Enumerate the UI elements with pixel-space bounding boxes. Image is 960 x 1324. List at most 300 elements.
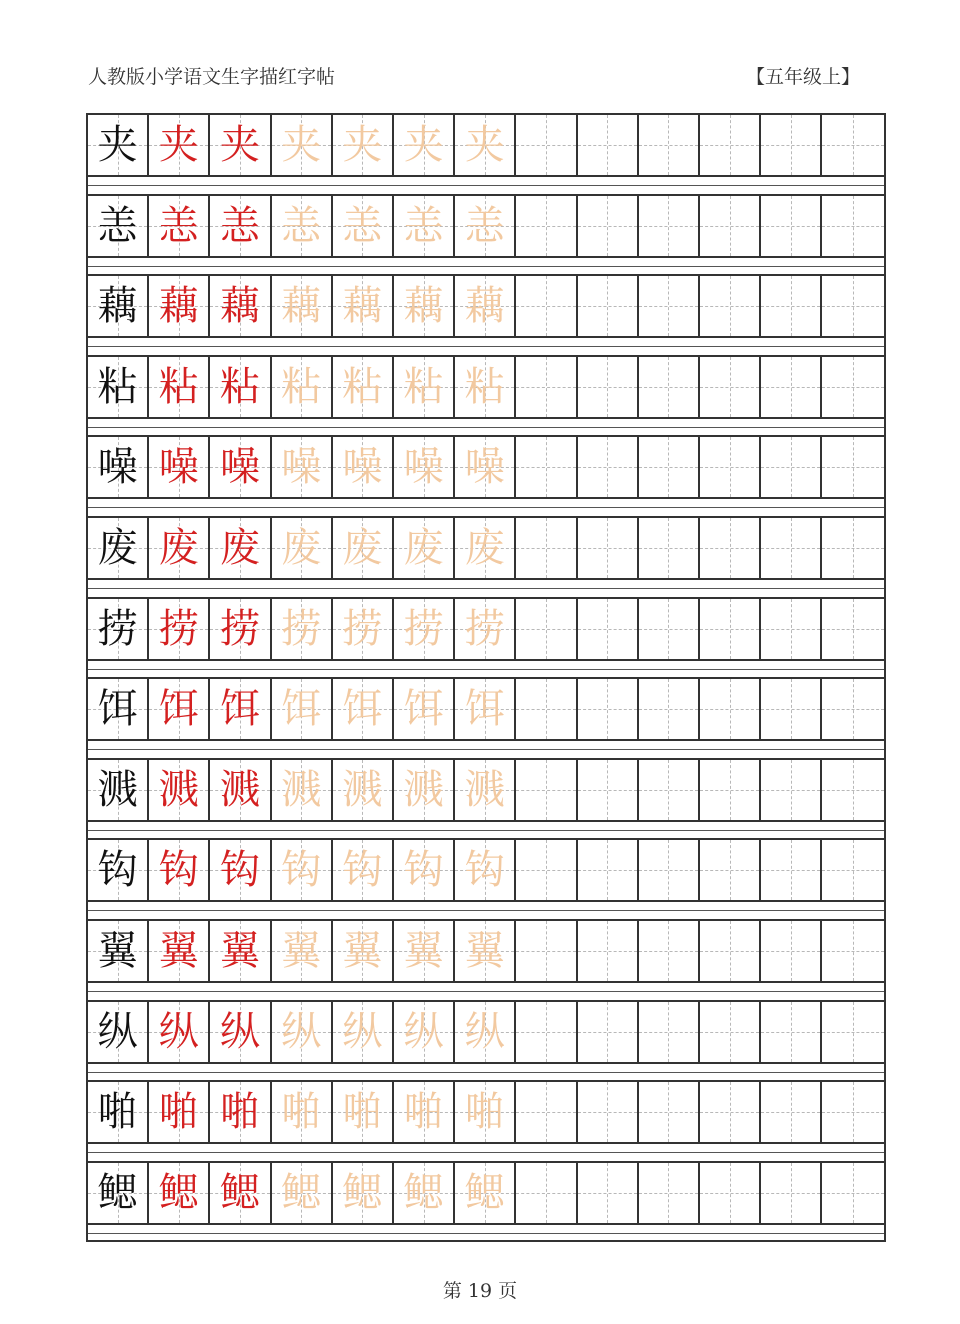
- trace-character: 鳃: [281, 1169, 322, 1216]
- empty-writing-cell[interactable]: [639, 1082, 700, 1142]
- trace-character: 饵: [403, 686, 444, 733]
- trace-cell: [333, 518, 394, 578]
- red-sample-cell: [149, 760, 210, 820]
- red-sample-character: 鳃: [219, 1169, 260, 1216]
- empty-writing-cell[interactable]: [822, 518, 883, 578]
- empty-writing-cell[interactable]: [516, 196, 577, 256]
- practice-row: [88, 437, 884, 497]
- grade-label: 【五年级上】: [745, 66, 860, 88]
- trace-character: 纵: [281, 1008, 322, 1055]
- model-character-cell: [88, 276, 149, 336]
- trace-character: 鳃: [403, 1169, 444, 1216]
- red-sample-character: 啪: [158, 1089, 199, 1136]
- empty-writing-cell[interactable]: [761, 679, 822, 739]
- trace-cell: [455, 1163, 516, 1223]
- row-separator: [88, 417, 884, 419]
- row-gap-line: [88, 346, 884, 347]
- trace-cell: [455, 357, 516, 417]
- trace-character: 藕: [464, 283, 505, 330]
- empty-writing-cell[interactable]: [822, 599, 883, 659]
- model-character-cell: [88, 196, 149, 256]
- row-separator: [88, 1062, 884, 1064]
- practice-row: [88, 599, 884, 659]
- trace-cell: [394, 599, 455, 659]
- empty-writing-cell[interactable]: [639, 1002, 700, 1062]
- empty-writing-cell[interactable]: [516, 276, 577, 336]
- row-gap-line: [88, 1233, 884, 1234]
- empty-writing-cell[interactable]: [700, 357, 761, 417]
- empty-writing-cell[interactable]: [516, 679, 577, 739]
- red-sample-cell: [149, 357, 210, 417]
- trace-cell: [455, 196, 516, 256]
- model-character: 废: [97, 525, 138, 571]
- empty-writing-cell[interactable]: [516, 1082, 577, 1142]
- red-sample-cell: [149, 1002, 210, 1062]
- empty-writing-cell[interactable]: [578, 599, 639, 659]
- trace-cell: [272, 518, 333, 578]
- trace-character: 纵: [342, 1008, 383, 1055]
- row-gap-line: [88, 669, 884, 670]
- red-sample-character: 鳃: [158, 1169, 199, 1216]
- empty-writing-cell[interactable]: [700, 1002, 761, 1062]
- empty-writing-cell[interactable]: [639, 760, 700, 820]
- empty-writing-cell[interactable]: [578, 437, 639, 497]
- empty-writing-cell[interactable]: [639, 921, 700, 981]
- model-character: 夹: [97, 122, 138, 168]
- model-character-cell: [88, 679, 149, 739]
- practice-row: [88, 840, 884, 900]
- empty-writing-cell[interactable]: [761, 1163, 822, 1223]
- red-sample-cell: [149, 1082, 210, 1142]
- trace-character: 鳃: [342, 1169, 383, 1216]
- trace-cell: [455, 760, 516, 820]
- practice-grid: [86, 113, 886, 1242]
- trace-cell: [272, 1163, 333, 1223]
- row-separator: [88, 739, 884, 741]
- page-number: 第 19 页: [442, 1280, 518, 1302]
- empty-writing-cell[interactable]: [639, 599, 700, 659]
- empty-writing-cell[interactable]: [761, 437, 822, 497]
- trace-character: 啪: [281, 1089, 322, 1136]
- trace-cell: [394, 115, 455, 175]
- empty-writing-cell[interactable]: [822, 921, 883, 981]
- red-sample-character: 捞: [219, 605, 260, 652]
- trace-character: 鳃: [464, 1169, 505, 1216]
- row-gap-line: [88, 185, 884, 186]
- red-sample-cell: [149, 840, 210, 900]
- trace-cell: [333, 276, 394, 336]
- trace-character: 噪: [403, 444, 444, 491]
- trace-cell: [333, 115, 394, 175]
- trace-cell: [333, 679, 394, 739]
- trace-cell: [333, 437, 394, 497]
- red-sample-character: 夹: [219, 122, 260, 168]
- trace-cell: [333, 1163, 394, 1223]
- trace-cell: [455, 437, 516, 497]
- empty-writing-cell[interactable]: [578, 1082, 639, 1142]
- red-sample-character: 溅: [219, 766, 260, 813]
- model-character-cell: [88, 437, 149, 497]
- model-character: 溅: [97, 766, 138, 813]
- practice-row: [88, 196, 884, 256]
- red-sample-cell: [210, 1002, 271, 1062]
- trace-cell: [394, 921, 455, 981]
- red-sample-cell: [210, 196, 271, 256]
- empty-writing-cell[interactable]: [639, 679, 700, 739]
- empty-writing-cell[interactable]: [700, 437, 761, 497]
- trace-character: 粘: [464, 363, 505, 410]
- empty-writing-cell[interactable]: [822, 760, 883, 820]
- empty-writing-cell[interactable]: [761, 518, 822, 578]
- empty-writing-cell[interactable]: [578, 276, 639, 336]
- trace-character: 饵: [342, 686, 383, 733]
- red-sample-cell: [210, 115, 271, 175]
- empty-writing-cell[interactable]: [516, 599, 577, 659]
- trace-character: 钩: [403, 847, 444, 894]
- trace-cell: [455, 276, 516, 336]
- red-sample-cell: [149, 1163, 210, 1223]
- practice-row: [88, 679, 884, 739]
- empty-writing-cell[interactable]: [516, 1002, 577, 1062]
- red-sample-character: 噪: [219, 444, 260, 491]
- empty-writing-cell[interactable]: [516, 357, 577, 417]
- empty-writing-cell[interactable]: [516, 518, 577, 578]
- trace-character: 饵: [281, 686, 322, 733]
- trace-character: 夹: [342, 122, 383, 168]
- trace-character: 夹: [403, 122, 444, 168]
- red-sample-character: 藕: [158, 283, 199, 330]
- model-character: 噪: [97, 444, 138, 491]
- red-sample-character: 饵: [219, 686, 260, 733]
- trace-character: 翼: [403, 928, 444, 974]
- empty-writing-cell[interactable]: [822, 840, 883, 900]
- practice-row: [88, 760, 884, 820]
- trace-character: 废: [342, 525, 383, 571]
- red-sample-cell: [149, 196, 210, 256]
- row-separator: [88, 981, 884, 983]
- empty-writing-cell[interactable]: [700, 921, 761, 981]
- trace-character: 噪: [342, 444, 383, 491]
- model-character: 饵: [97, 686, 138, 733]
- empty-writing-cell[interactable]: [700, 1082, 761, 1142]
- empty-writing-cell[interactable]: [761, 921, 822, 981]
- red-sample-character: 藕: [219, 283, 260, 330]
- empty-writing-cell[interactable]: [639, 357, 700, 417]
- empty-writing-cell[interactable]: [639, 196, 700, 256]
- trace-cell: [272, 115, 333, 175]
- empty-writing-cell[interactable]: [700, 1163, 761, 1223]
- model-character: 捞: [97, 605, 138, 652]
- trace-character: 溅: [403, 766, 444, 813]
- trace-character: 藕: [403, 283, 444, 330]
- empty-writing-cell[interactable]: [578, 196, 639, 256]
- empty-writing-cell[interactable]: [516, 1163, 577, 1223]
- trace-character: 夹: [464, 122, 505, 168]
- model-character-cell: [88, 115, 149, 175]
- row-separator: [88, 1223, 884, 1225]
- trace-cell: [394, 276, 455, 336]
- trace-character: 废: [403, 525, 444, 571]
- trace-cell: [272, 679, 333, 739]
- red-sample-character: 溅: [158, 766, 199, 813]
- empty-writing-cell[interactable]: [700, 196, 761, 256]
- trace-cell: [272, 599, 333, 659]
- trace-cell: [272, 840, 333, 900]
- empty-writing-cell[interactable]: [822, 196, 883, 256]
- trace-character: 纵: [403, 1008, 444, 1055]
- trace-character: 溅: [281, 766, 322, 813]
- row-separator: [88, 336, 884, 338]
- model-character-cell: [88, 921, 149, 981]
- trace-cell: [394, 1002, 455, 1062]
- empty-writing-cell[interactable]: [639, 115, 700, 175]
- trace-cell: [455, 599, 516, 659]
- row-gap-line: [88, 991, 884, 992]
- empty-writing-cell[interactable]: [761, 1002, 822, 1062]
- empty-writing-cell[interactable]: [578, 357, 639, 417]
- empty-writing-cell[interactable]: [761, 115, 822, 175]
- row-gap-line: [88, 910, 884, 911]
- row-separator: [88, 820, 884, 822]
- empty-writing-cell[interactable]: [578, 921, 639, 981]
- empty-writing-cell[interactable]: [761, 760, 822, 820]
- empty-writing-cell[interactable]: [516, 840, 577, 900]
- empty-writing-cell[interactable]: [516, 437, 577, 497]
- empty-writing-cell[interactable]: [822, 276, 883, 336]
- trace-character: 噪: [281, 444, 322, 491]
- row-separator: [88, 578, 884, 580]
- empty-writing-cell[interactable]: [700, 760, 761, 820]
- trace-character: 饵: [464, 686, 505, 733]
- trace-character: 纵: [464, 1008, 505, 1055]
- trace-cell: [455, 1002, 516, 1062]
- model-character-cell: [88, 357, 149, 417]
- practice-row: [88, 115, 884, 175]
- trace-cell: [394, 437, 455, 497]
- trace-cell: [272, 760, 333, 820]
- red-sample-character: 恙: [219, 202, 260, 249]
- empty-writing-cell[interactable]: [578, 115, 639, 175]
- trace-cell: [272, 1002, 333, 1062]
- model-character: 翼: [97, 928, 138, 974]
- trace-character: 粘: [342, 363, 383, 410]
- red-sample-cell: [149, 437, 210, 497]
- empty-writing-cell[interactable]: [761, 196, 822, 256]
- red-sample-character: 夹: [158, 122, 199, 168]
- empty-writing-cell[interactable]: [578, 679, 639, 739]
- empty-writing-cell[interactable]: [700, 679, 761, 739]
- model-character: 藕: [97, 283, 138, 330]
- empty-writing-cell[interactable]: [761, 840, 822, 900]
- empty-writing-cell[interactable]: [516, 115, 577, 175]
- trace-character: 恙: [342, 202, 383, 249]
- row-gap-line: [88, 266, 884, 267]
- practice-row: [88, 276, 884, 336]
- trace-character: 钩: [342, 847, 383, 894]
- trace-cell: [333, 921, 394, 981]
- empty-writing-cell[interactable]: [761, 276, 822, 336]
- row-gap-line: [88, 1072, 884, 1073]
- trace-cell: [394, 518, 455, 578]
- red-sample-character: 钩: [158, 847, 199, 894]
- empty-writing-cell[interactable]: [822, 1082, 883, 1142]
- empty-writing-cell[interactable]: [639, 840, 700, 900]
- red-sample-cell: [149, 679, 210, 739]
- row-gap-line: [88, 749, 884, 750]
- empty-writing-cell[interactable]: [700, 840, 761, 900]
- empty-writing-cell[interactable]: [700, 518, 761, 578]
- trace-character: 捞: [342, 605, 383, 652]
- empty-writing-cell[interactable]: [639, 276, 700, 336]
- trace-cell: [272, 437, 333, 497]
- row-gap-line: [88, 427, 884, 428]
- red-sample-character: 饵: [158, 686, 199, 733]
- trace-character: 啪: [464, 1089, 505, 1136]
- red-sample-cell: [210, 276, 271, 336]
- red-sample-cell: [149, 115, 210, 175]
- trace-character: 恙: [403, 202, 444, 249]
- model-character: 啪: [97, 1089, 138, 1136]
- red-sample-character: 翼: [158, 928, 199, 974]
- trace-character: 噪: [464, 444, 505, 491]
- empty-writing-cell[interactable]: [822, 1002, 883, 1062]
- trace-character: 恙: [281, 202, 322, 249]
- red-sample-character: 废: [158, 525, 199, 571]
- model-character-cell: [88, 1002, 149, 1062]
- model-character-cell: [88, 760, 149, 820]
- red-sample-character: 啪: [219, 1089, 260, 1136]
- model-character-cell: [88, 1163, 149, 1223]
- trace-cell: [333, 357, 394, 417]
- trace-cell: [455, 921, 516, 981]
- red-sample-cell: [210, 437, 271, 497]
- trace-character: 翼: [464, 928, 505, 974]
- empty-writing-cell[interactable]: [639, 518, 700, 578]
- empty-writing-cell[interactable]: [822, 357, 883, 417]
- empty-writing-cell[interactable]: [700, 115, 761, 175]
- empty-writing-cell[interactable]: [761, 357, 822, 417]
- row-separator: [88, 659, 884, 661]
- model-character-cell: [88, 518, 149, 578]
- empty-writing-cell[interactable]: [516, 921, 577, 981]
- trace-character: 粘: [403, 363, 444, 410]
- red-sample-cell: [210, 518, 271, 578]
- trace-character: 恙: [464, 202, 505, 249]
- red-sample-cell: [210, 840, 271, 900]
- trace-cell: [394, 1082, 455, 1142]
- trace-cell: [272, 921, 333, 981]
- row-gap-line: [88, 507, 884, 508]
- model-character: 恙: [97, 202, 138, 249]
- empty-writing-cell[interactable]: [700, 276, 761, 336]
- row-separator: [88, 175, 884, 177]
- practice-row: [88, 1163, 884, 1223]
- row-separator: [88, 1142, 884, 1144]
- trace-character: 夹: [281, 122, 322, 168]
- trace-character: 废: [281, 525, 322, 571]
- trace-character: 废: [464, 525, 505, 571]
- trace-character: 藕: [281, 283, 322, 330]
- red-sample-character: 捞: [158, 605, 199, 652]
- empty-writing-cell[interactable]: [639, 1163, 700, 1223]
- empty-writing-cell[interactable]: [578, 840, 639, 900]
- trace-cell: [333, 840, 394, 900]
- trace-cell: [455, 115, 516, 175]
- red-sample-cell: [210, 1082, 271, 1142]
- trace-cell: [333, 1082, 394, 1142]
- red-sample-cell: [210, 599, 271, 659]
- empty-writing-cell[interactable]: [639, 437, 700, 497]
- empty-writing-cell[interactable]: [822, 437, 883, 497]
- empty-writing-cell[interactable]: [822, 679, 883, 739]
- trace-character: 捞: [281, 605, 322, 652]
- practice-row: [88, 518, 884, 578]
- trace-cell: [333, 599, 394, 659]
- trace-cell: [333, 1002, 394, 1062]
- trace-character: 钩: [464, 847, 505, 894]
- model-character: 鳃: [97, 1169, 138, 1216]
- empty-writing-cell[interactable]: [761, 1082, 822, 1142]
- empty-writing-cell[interactable]: [578, 518, 639, 578]
- red-sample-character: 噪: [158, 444, 199, 491]
- row-separator: [88, 497, 884, 499]
- empty-writing-cell[interactable]: [578, 1163, 639, 1223]
- red-sample-character: 纵: [219, 1008, 260, 1055]
- model-character: 粘: [97, 363, 138, 410]
- empty-writing-cell[interactable]: [516, 760, 577, 820]
- row-gap-line: [88, 830, 884, 831]
- model-character: 钩: [97, 847, 138, 894]
- empty-writing-cell[interactable]: [822, 115, 883, 175]
- trace-character: 捞: [464, 605, 505, 652]
- red-sample-cell: [149, 921, 210, 981]
- empty-writing-cell[interactable]: [578, 1002, 639, 1062]
- row-gap-line: [88, 588, 884, 589]
- row-separator: [88, 256, 884, 258]
- empty-writing-cell[interactable]: [700, 599, 761, 659]
- trace-cell: [272, 276, 333, 336]
- red-sample-character: 粘: [158, 363, 199, 410]
- trace-cell: [455, 679, 516, 739]
- trace-character: 啪: [403, 1089, 444, 1136]
- empty-writing-cell[interactable]: [578, 760, 639, 820]
- red-sample-cell: [149, 599, 210, 659]
- trace-character: 溅: [342, 766, 383, 813]
- model-character-cell: [88, 1082, 149, 1142]
- trace-cell: [333, 760, 394, 820]
- red-sample-character: 钩: [219, 847, 260, 894]
- document-title: 人教版小学语文生字描红字帖: [88, 66, 336, 88]
- trace-character: 翼: [342, 928, 383, 974]
- trace-cell: [455, 1082, 516, 1142]
- trace-cell: [394, 679, 455, 739]
- red-sample-character: 恙: [158, 202, 199, 249]
- red-sample-cell: [210, 760, 271, 820]
- trace-cell: [394, 840, 455, 900]
- trace-character: 翼: [281, 928, 322, 974]
- model-character: 纵: [97, 1008, 138, 1055]
- practice-row: [88, 1002, 884, 1062]
- red-sample-cell: [149, 518, 210, 578]
- empty-writing-cell[interactable]: [822, 1163, 883, 1223]
- red-sample-cell: [210, 921, 271, 981]
- empty-writing-cell[interactable]: [761, 599, 822, 659]
- practice-row: [88, 1082, 884, 1142]
- trace-cell: [272, 357, 333, 417]
- red-sample-character: 粘: [219, 363, 260, 410]
- row-gap-line: [88, 1152, 884, 1153]
- trace-cell: [394, 357, 455, 417]
